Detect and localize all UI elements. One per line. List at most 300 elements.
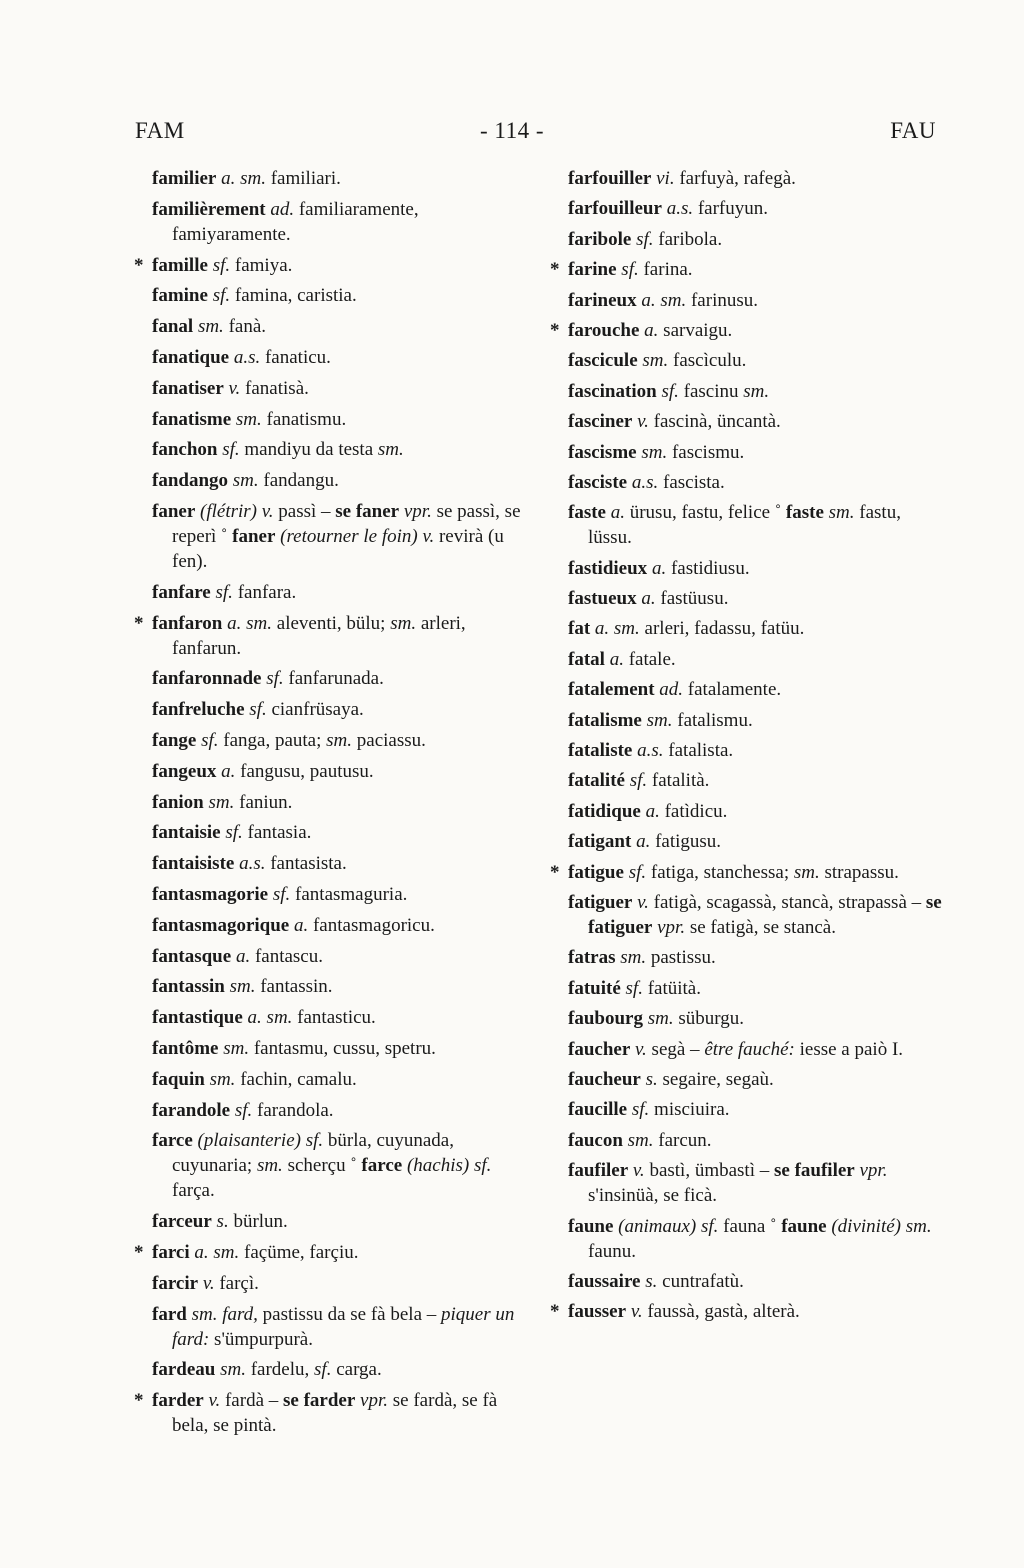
dictionary-entry [568,1158,943,1208]
dictionary-entry [152,728,527,753]
grammar-label: v. [632,1160,645,1182]
definition-text: fanga, pauta; [218,729,327,751]
headword: fantasque [152,945,232,967]
headword: faune [781,1215,827,1237]
grammar-label: sf. [222,439,240,461]
header-right-guideword: FAU [890,118,936,143]
headword: farine [568,259,617,281]
grammar-label: s. [216,1211,229,1233]
definition-text: fantassin. [255,976,333,998]
definition-text: farina. [638,259,693,281]
grammar-label: s. [645,1270,658,1292]
grammar-label: sf. [629,770,648,792]
headword: fange [152,729,197,751]
headword: fangeux [152,760,217,782]
dictionary-entry [152,1209,527,1234]
dictionary-entry [568,829,943,854]
headword: fatalisme [568,709,642,731]
grammar-label: sf. [234,1099,253,1121]
headword: faste [568,502,606,524]
dictionary-entry [568,409,943,434]
grammar-label: ad. [270,198,295,220]
headword: fantaisiste [152,853,235,875]
asterisk-marker: * [134,612,144,634]
dictionary-entry [550,1299,943,1324]
definition-text: fantasmu, cussu, spetru. [249,1037,436,1059]
grammar-label: sm. [647,1008,674,1030]
definition-text: fatigusu. [650,831,722,853]
headword: fandango [152,470,229,492]
grammar-label: v. [202,1272,215,1294]
grammar-label: sf. [628,861,647,883]
definition-text: passì – [273,500,336,522]
headword: faufiler [568,1160,629,1182]
definition-text: fachin, camalu. [235,1068,357,1090]
headword: farder [152,1390,204,1412]
definition-text: iesse a paiò I. [794,1038,904,1060]
definition-text: cuntrafatù. [657,1270,744,1292]
definition-text: faribola. [653,228,723,250]
grammar-label: sf. [225,822,243,844]
grammar-label: a. sm. [247,1007,293,1029]
grammar-label: v. [635,1038,647,1060]
dictionary-entry [152,1271,527,1296]
dictionary-entry [152,376,527,401]
definition-text: faniun. [234,791,293,813]
grammar-label: sm. [641,441,668,463]
dictionary-entry [152,1128,527,1203]
dictionary-entry [550,318,943,343]
definition-text: segà – [646,1038,705,1060]
headword: farceur [152,1211,212,1233]
headword: faucon [568,1129,623,1151]
dictionary-entry [152,1302,527,1352]
grammar-label: sf. [215,581,233,603]
grammar-label: v. [228,377,241,399]
definition-text: fatìdicu. [659,800,728,822]
headword: fantasmagorie [152,883,269,905]
dictionary-entry [568,500,943,550]
headword: farouche [568,319,640,341]
grammar-label: sf. [631,1099,650,1121]
headword: faune [568,1215,614,1237]
headword: familier [152,168,217,189]
definition-text: paciassu. [352,729,426,751]
dictionary-entry [568,440,943,465]
headword: faucheur [568,1068,641,1090]
dictionary-entry [568,227,943,252]
grammar-label: sf. [272,883,291,905]
dictionary-entry [152,345,527,370]
headword: se fatiguer [588,891,942,938]
grammar-label: sm. [197,316,224,338]
dictionary-entry [152,1067,527,1092]
definition-text: cianfrüsaya. [266,699,364,721]
dictionary-entry [568,647,943,672]
dictionary-entry [134,611,527,661]
grammar-label: a. sm. [641,289,687,311]
grammar-label: sm. [232,470,259,492]
definition-text: fauna ˚ [718,1215,782,1237]
grammar-label: vpr. [403,500,432,522]
headword: fat [568,618,591,640]
grammar-label: sf. [625,977,643,999]
headword: fatal [568,648,605,670]
grammar-label: sm. [646,709,673,731]
dictionary-entry [152,407,527,432]
grammar-label: vpr. [859,1160,888,1182]
headword: fatigue [568,861,624,883]
dictionary-entry [568,1037,943,1062]
dictionary-entry [152,468,527,493]
dictionary-entry [568,768,943,793]
grammar-label: sm. [326,729,353,751]
grammar-label: sf. [636,228,654,250]
grammar-label: sf. [661,380,679,402]
dictionary-entry [550,860,943,885]
headword: fatras [568,947,616,969]
grammar-label: a. sm. [227,612,273,634]
dictionary-entry [568,196,943,221]
headword: farce [361,1155,403,1177]
headword: fasciste [568,471,628,493]
grammar-label: sf. [212,285,231,307]
grammar-label: sm. [209,1068,236,1090]
dictionary-entry [152,580,527,605]
headword: faribole [568,228,632,250]
definition-text: pastissu da se fà bela – [257,1303,442,1325]
dictionary-entry [568,556,943,581]
dictionary-entry [152,283,527,308]
headword: faucher [568,1038,631,1060]
definition-text: famiya. [230,254,293,276]
definition-text: farçì. [214,1272,259,1294]
dictionary-entry [550,257,943,282]
definition-text: scherçu ˚ [282,1155,362,1177]
grammar-label: a.s. [631,471,659,493]
grammar-label: (hachis) sf. [406,1155,492,1177]
grammar-label: vi. [656,168,675,189]
grammar-label: v. [637,891,649,913]
grammar-label: a.s. [233,346,261,368]
dictionary-entry [134,1388,527,1438]
dictionary-entry [152,697,527,722]
headword: fataliste [568,740,633,762]
grammar-label: sm. [223,1037,250,1059]
headword: farcir [152,1272,199,1294]
definition-text: fardà – [220,1390,284,1412]
grammar-label: a. sm. [594,618,640,640]
grammar-label: être fauché: [704,1038,795,1060]
definition-text: fatalità. [647,770,710,792]
definition-text: fantascu. [250,945,323,967]
headword: faquin [152,1068,205,1090]
headword: faubourg [568,1008,643,1030]
headword: fantasmagorique [152,914,290,936]
definition-text: se passì, se reperì ˚ [172,500,521,547]
headword: fanfare [152,581,211,603]
dictionary-entry [152,974,527,999]
grammar-label: a. sm. [194,1241,240,1263]
grammar-label: (retourner le foin) v. [280,525,435,547]
grammar-label: a.s. [666,198,694,220]
grammar-label: sm. [208,791,235,813]
asterisk-marker: * [134,254,144,276]
dictionary-entry [152,166,527,191]
definition-text: se fatigà, se stancà. [685,916,836,938]
headword: faner [232,525,276,547]
headword: famille [152,254,208,276]
dictionary-entry [134,253,527,278]
grammar-label: a. [636,831,651,853]
definition-text: revirà (u fen). [172,525,504,572]
definition-text: fanà. [223,316,267,338]
definition-text: farcun. [653,1129,712,1151]
grammar-label: vpr. [657,916,686,938]
asterisk-marker: * [134,1241,144,1263]
asterisk-marker: * [550,259,560,281]
grammar-label: sf. [266,668,284,690]
definition-text: fanfarunada. [283,668,384,690]
headword: farci [152,1241,190,1263]
definition-text: fandangu. [258,470,339,492]
headword: famine [152,285,208,307]
grammar-label: a. [293,914,309,936]
definition-text: fascinà, üncantà. [648,411,781,433]
definition-text: fanaticu. [260,346,331,368]
definition-text: fascinu [678,380,744,402]
header-left-guideword: FAM [135,118,185,143]
headword: faste [785,502,824,524]
grammar-label: sm. [256,1155,283,1177]
headword: fastueux [568,588,637,610]
grammar-label: a. sm. [221,168,266,189]
grammar-label: sf. [249,699,267,721]
grammar-label: a. [644,319,659,341]
dictionary-entry [568,379,943,404]
definition-text: arleri, fanfarun. [172,612,466,659]
definition-text: se fardà, se fà bela, se pintà. [172,1390,498,1437]
definition-text: fatüità. [642,977,701,999]
dictionary-entry [568,799,943,824]
grammar-label: v. [208,1390,221,1412]
grammar-label: sm. [743,380,770,402]
headword: fanfaron [152,612,223,634]
definition-text: fantasmagoricu. [308,914,435,936]
definition-text: fastüusu. [655,588,729,610]
definition-text: façüme, farçiu. [239,1241,359,1263]
headword: fard [152,1303,187,1325]
grammar-label: sm. [235,408,262,430]
dictionary-entry [152,197,527,247]
asterisk-marker: * [134,1390,144,1412]
headword: fardeau [152,1359,216,1381]
dictionary-entry [568,616,943,641]
grammar-label: piquer un fard: [172,1303,515,1350]
definition-text: strapassu. [819,861,899,883]
definition-text: fanfara. [232,581,297,603]
definition-text: fardelu, [245,1359,315,1381]
asterisk-marker: * [550,861,560,883]
dictionary-entry [152,1005,527,1030]
definition-text: farandola. [252,1099,334,1121]
grammar-label: sf. [621,259,639,281]
definition-text: bürlun. [228,1211,288,1233]
grammar-label: sm. [828,502,855,524]
headword: fatiguer [568,891,633,913]
dictionary-entry [568,1128,943,1153]
definition-text: familiaramente, famiyaramente. [172,198,419,245]
headword: fanfreluche [152,699,245,721]
definition-text: pastissu. [646,947,716,969]
headword: fatuité [568,977,621,999]
dictionary-entry [152,314,527,339]
headword: fascisme [568,441,637,463]
definition-text: fanatismu. [261,408,347,430]
dictionary-entry [568,1097,943,1122]
definition-text: faunu. [588,1240,637,1262]
definition-text: fantasista. [265,853,347,875]
grammar-label: v. [630,1301,643,1323]
headword: faucille [568,1099,628,1121]
definition-text: fantasticu. [292,1007,376,1029]
definition-text: familiari. [265,168,341,189]
grammar-label: sm. [620,947,647,969]
grammar-label: sm. [229,976,256,998]
definition-text: farça. [172,1180,215,1202]
dictionary-entry [134,1240,527,1265]
headword: farandole [152,1099,231,1121]
right-column [550,166,943,1330]
definition-text: fatiga, stanchessa; [646,861,794,883]
definition-text: fatalista. [663,740,734,762]
headword: faussaire [568,1270,641,1292]
dictionary-entry [568,890,943,940]
headword: fanal [152,316,194,338]
grammar-label: sf. [212,254,231,276]
headword: fanatiser [152,377,224,399]
dictionary-entry [568,945,943,970]
asterisk-marker: * [550,319,560,341]
definition-text: fatigà, scagassà, stancà, strapassà – [648,891,926,913]
dictionary-entry [568,586,943,611]
headword: fantôme [152,1037,219,1059]
grammar-label: sm. [642,350,669,372]
headword: farineux [568,289,637,311]
definition-text: segaire, segaù. [657,1068,774,1090]
definition-text: farfuyun. [693,198,769,220]
definition-text: ürusu, fastu, felice ˚ [624,502,786,524]
grammar-label: a. [235,945,251,967]
definition-text: fangusu, pautusu. [235,760,374,782]
headword: fascination [568,380,657,402]
grammar-label: ad. [659,679,684,701]
headword: fascicule [568,350,638,372]
left-column [134,166,527,1444]
definition-text: bürla, cuyunada, cuyunaria; [172,1130,454,1177]
definition-text: fatalismu. [672,709,753,731]
dictionary-entry [152,666,527,691]
dictionary-entry [152,882,527,907]
grammar-label: a.s. [239,853,266,875]
dictionary-entry [152,1036,527,1061]
grammar-label: sm. [793,861,820,883]
dictionary-entry [568,288,943,313]
definition-text: s'ümpurpurà. [209,1328,313,1350]
headword: fantastique [152,1007,243,1029]
grammar-label: a.s. [637,740,664,762]
grammar-label: vpr. [360,1390,389,1412]
grammar-label: sm. [220,1359,246,1381]
definition-text: fatale. [623,648,676,670]
headword: familièrement [152,198,266,220]
headword: fatalité [568,770,625,792]
dictionary-entry [152,1098,527,1123]
definition-text: süburgu. [673,1008,744,1030]
dictionary-entry [152,437,527,462]
grammar-label: sf. [201,729,219,751]
grammar-label: a. [610,502,625,524]
definition-text: farinusu. [686,289,758,311]
definition-text: aleventi, bülu; [272,612,391,634]
definition-text: fantasia. [242,822,312,844]
grammar-label: sm. [390,612,417,634]
headword: se farder [283,1390,356,1412]
grammar-label: a. [221,760,236,782]
headword: faner [152,500,196,522]
headword: farce [152,1130,193,1152]
definition-text: arleri, fadassu, fatüu. [639,618,805,640]
dictionary-entry [152,1357,527,1382]
definition-text: fatalamente. [683,679,782,701]
dictionary-entry [568,1269,943,1294]
definition-text: farfuyà, rafegà. [674,168,796,189]
definition-text: famina, caristia. [230,285,357,307]
headword: fatidique [568,800,641,822]
grammar-label: a. [645,800,660,822]
grammar-label: (animaux) sf. [618,1215,719,1237]
definition-text: s'insinüà, se ficà. [588,1185,718,1207]
grammar-label: sm. [627,1129,654,1151]
dictionary-entry [568,1214,943,1264]
definition-text: fascismu. [667,441,745,463]
definition-text: sarvaigu. [658,319,733,341]
definition-text: bastì, ümbastì – [644,1160,774,1182]
dictionary-entry [152,944,527,969]
headword: fausser [568,1301,627,1323]
definition-text: fascista. [658,471,725,493]
dictionary-entry [152,499,527,574]
grammar-label: (plaisanterie) sf. [197,1130,324,1152]
dictionary-entry [568,738,943,763]
dictionary-entry [568,166,943,191]
dictionary-entry [152,820,527,845]
headword: se faufiler [774,1160,855,1182]
grammar-label: sm. [377,439,404,461]
grammar-label: sf. [314,1359,332,1381]
definition-text: faussà, gastà, alterà. [642,1301,800,1323]
definition-text: carga. [331,1359,382,1381]
definition-text: fastu, lüssu. [588,502,901,549]
dictionary-entry [152,851,527,876]
headword: fantaisie [152,822,221,844]
headword: farfouiller [568,168,652,189]
grammar-label: (flétrir) v. [200,500,274,522]
definition-text: fascìculu. [668,350,747,372]
definition-text: fastidiusu. [666,557,750,579]
headword: fanatisme [152,408,232,430]
dictionary-entry [568,976,943,1001]
